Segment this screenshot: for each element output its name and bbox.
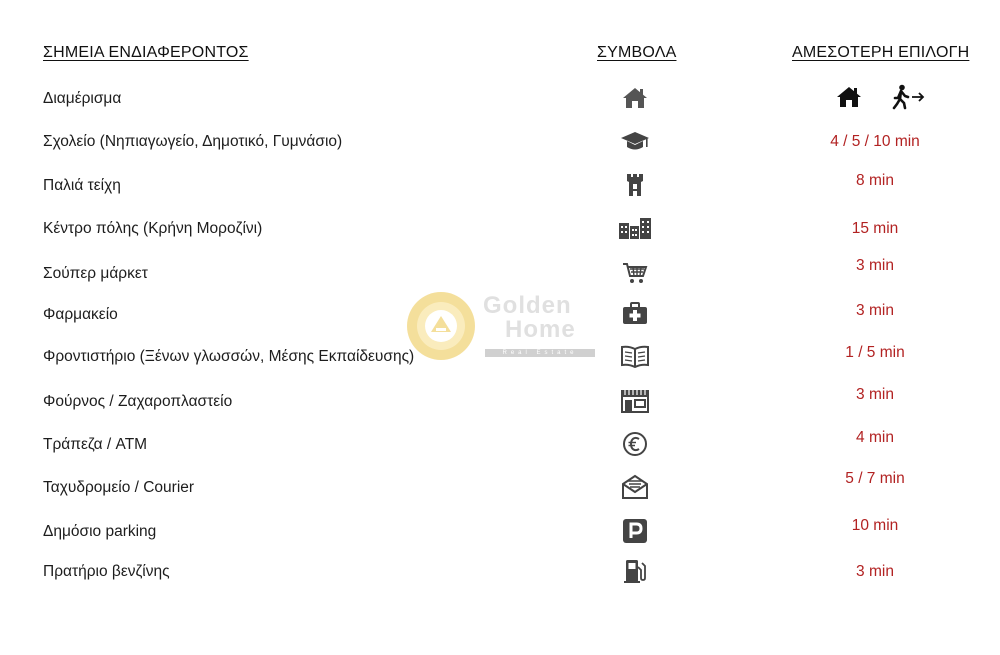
row-label: Παλιά τείχη <box>43 177 121 194</box>
table-row <box>0 429 1000 461</box>
best-option-icons <box>836 83 936 113</box>
table-row <box>0 126 1000 158</box>
points-of-interest-header: ΣΗΜΕΙΑ ΕΝΔΙΑΦΕΡΟΝΤΟΣ <box>43 44 249 61</box>
row-label: Σούπερ μάρκετ <box>43 265 148 282</box>
row-label: Ταχυδρομείο / Courier <box>43 479 195 496</box>
row-time: 3 min <box>856 386 894 403</box>
row-label: Διαμέρισμα <box>43 90 122 107</box>
table-row <box>0 258 1000 290</box>
row-label: Φαρμακείο <box>43 306 118 323</box>
tower-icon <box>618 172 652 198</box>
nearest-option-header: ΑΜΕΣΟΤΕΡΗ ΕΠΙΛΟΓΗ <box>792 44 970 61</box>
row-label: Σχολείο (Νηπιαγωγείο, Δημοτικό, Γυμνάσιο) <box>43 133 343 150</box>
row-time: 3 min <box>856 302 894 319</box>
row-time: 15 min <box>851 220 899 237</box>
shopping-cart-icon <box>618 260 652 286</box>
envelope-icon <box>618 474 652 500</box>
euro-icon <box>618 431 652 457</box>
row-time: 8 min <box>856 172 894 189</box>
table-row <box>0 299 1000 331</box>
table-row <box>0 341 1000 373</box>
table-row <box>0 516 1000 548</box>
table-row <box>0 170 1000 202</box>
row-time: 10 min <box>851 517 899 534</box>
watermark-subtitle: Real Estate <box>485 349 595 357</box>
row-time: 4 / 5 / 10 min <box>830 133 920 150</box>
table-row <box>0 386 1000 418</box>
fuel-pump-icon <box>618 558 652 584</box>
table-row <box>0 472 1000 504</box>
first-aid-kit-icon <box>618 301 652 327</box>
row-time: 5 / 7 min <box>845 470 905 487</box>
row-label: Κέντρο πόλης (Κρήνη Μοροζίνι) <box>43 220 263 237</box>
table-row <box>0 556 1000 588</box>
walking-person-icon <box>892 84 926 110</box>
watermark-line-1: Golden <box>483 292 572 319</box>
row-label: Δημόσιο parking <box>43 523 157 540</box>
row-label: Πρατήριο βενζίνης <box>43 563 170 580</box>
row-time: 1 / 5 min <box>845 344 905 361</box>
row-label: Φροντιστήριο (Ξένων γλωσσών, Μέσης Εκπαίδευσης) <box>43 348 415 365</box>
house-icon <box>618 85 652 111</box>
graduation-cap-icon <box>618 128 652 154</box>
symbols-header: ΣΥΜΒΟΛΑ <box>597 44 677 61</box>
city-buildings-icon <box>618 215 652 241</box>
storefront-icon <box>618 388 652 414</box>
row-label: Τράπεζα / ATM <box>43 436 148 453</box>
row-label: Φούρνος / Ζαχαροπλαστείο <box>43 393 233 410</box>
row-time: 3 min <box>856 563 894 580</box>
parking-icon <box>618 518 652 544</box>
table-row <box>0 213 1000 245</box>
row-time: 3 min <box>856 257 894 274</box>
house-icon <box>836 85 862 109</box>
table-row <box>0 83 1000 115</box>
open-book-icon <box>618 343 652 369</box>
watermark-line-2: Home <box>505 316 576 343</box>
row-time: 4 min <box>856 429 894 446</box>
